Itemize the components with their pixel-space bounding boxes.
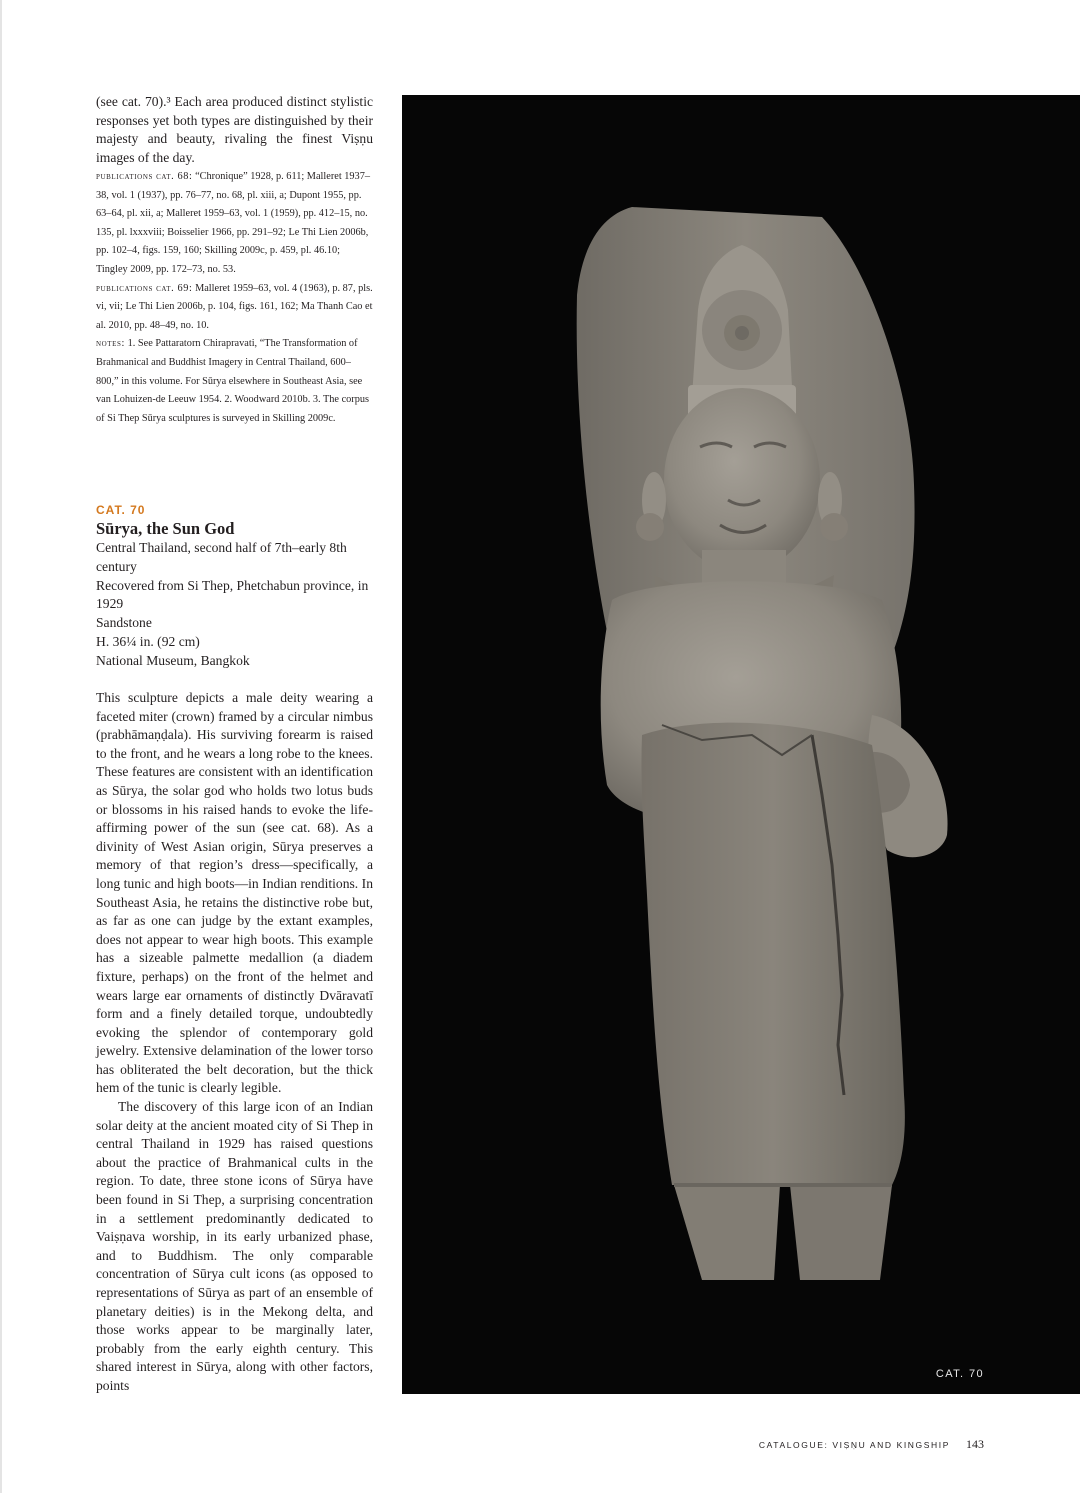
surya-sculpture-illustration [402, 95, 1080, 1394]
running-footer [759, 1437, 984, 1452]
running-title: CATALOGUE: VIṢṆU AND KINGSHIP [758, 1440, 950, 1450]
figure-caption: CAT. 70 [935, 1368, 984, 1380]
continued-paragraph-block [96, 93, 373, 167]
catalogue-entry-header [96, 503, 373, 671]
cat-number: CAT. 70 [96, 503, 146, 517]
notes-text: 1. See Pattaratorn Chirapravati, “The Transformation of Brahmanical and Buddhist Imagery in Central Thailand, 600–800,” in this volume. For Sūrya elsewhere in Southeast Asia, see van Lohuizen-de Leeuw 1954. 2. Woodward 2010b. 3. The corpus of Si Thep Sūrya sculptures is surveyed in Skilling 2009c. [96, 338, 370, 424]
entry-dimensions: H. 36¼ in. (92 cm) [96, 633, 200, 649]
entry-material: Sandstone [96, 615, 152, 631]
publications-cat-69 [96, 280, 373, 336]
notes-label: notes: [96, 338, 126, 350]
entry-paragraph-2: The discovery of this large icon of an Indian solar deity at the ancient moated city of Si Thep in central Thailand in 1929 has raised questions about the practice of Brahmanical cults in the region. To date, three stone icons of Sūrya have been found in Si Thep, a surprising concentration in a settlement predominantly dedicated to Vaiṣṇava worship, in its early urbanized phase, and to Buddhism. The only comparable concentration of Sūrya cult icons (as opposed to representations of Sūrya as part of an ensemble of planetary deities) is in the Mekong delta, and those works appear to be marginally later, probably from the early eighth century. This shared interest in Sūrya, along with other factors, points [96, 1099, 373, 1393]
page-gutter-line [0, 0, 2, 1493]
entry-origin: Central Thailand, second half of 7th–early 8th century [96, 540, 347, 574]
entry-metadata [96, 539, 373, 671]
page-number: 143 [966, 1437, 984, 1451]
entry-collection: National Museum, Bangkok [96, 652, 250, 668]
references-block [96, 168, 373, 428]
publications-cat-68 [96, 168, 373, 280]
publications-68-text: “Chronique” 1928, p. 611; Malleret 1937–38, vol. 1 (1937), pp. 76–77, no. 68, pl. xiii, a; Dupont 1955, pp. 63–64, pl. xii, a; Malleret 1959–63, vol. 1 (1959), pp. 412–15, no. 135, pl. lxxxviii; Boisselier 1966, pp. 291–92; Le Thi Lien 2006b, pp. 102–4, figs. 159, 160; Skilling 2009c, p. 459, pl. 46.10; Tingley 2009, pp. 172–73, no. 53. [96, 171, 370, 275]
sculpture-photo [402, 95, 1080, 1394]
notes [96, 335, 373, 428]
entry-body [96, 689, 373, 1396]
publications-69-text: Malleret 1959–63, vol. 4 (1963), p. 87, pls. vi, vii; Le Thi Lien 2006b, p. 104, figs. 161, 162; Ma Thanh Cao et al. 2010, pp. 48–49, no. 10. [96, 282, 373, 331]
continued-paragraph: (see cat. 70).³ Each area produced distinct stylistic responses yet both types are distinguished by their majesty and beauty, rivaling the finest Viṣṇu images of the day. [96, 94, 373, 165]
entry-provenance: Recovered from Si Thep, Phetchabun province, in 1929 [96, 577, 369, 612]
entry-title: Sūrya, the Sun God [96, 519, 235, 538]
publications-68-label: publications cat. 68: [96, 171, 193, 182]
publications-69-label: publications cat. 69: [96, 282, 193, 294]
entry-paragraph-1: This sculpture depicts a male deity wearing a faceted miter (crown) framed by a circular nimbus (prabhāmaṇḍala). His surviving forearm is raised to the front, and he wears a long robe to the knees. These features are consistent with an identification as Sūrya, the solar god who holds two lotus buds or blossoms in his raised hands to evoke the life-affirming power of the sun (see cat. 68). As a divinity of West Asian origin, Sūrya preserves a memory of that region’s dress—specifically, a long tunic and high boots—in Indian renditions. In Southeast Asia, he retains the distinctive robe but, as far as one can judge by the extant examples, does not appear to wear high boots. This example has a sizeable palmette medallion (a diadem fixture, perhaps) on the front of the helmet and wears large ear ornaments of distinctly Dvāravatī form and a finely detailed torque, undoubtedly evoking the splendor of contemporary gold jewelry. Extensive delamination of the lower torso has obliterated the belt decoration, but the thick hem of the tunic is clearly legible. [96, 690, 373, 1096]
